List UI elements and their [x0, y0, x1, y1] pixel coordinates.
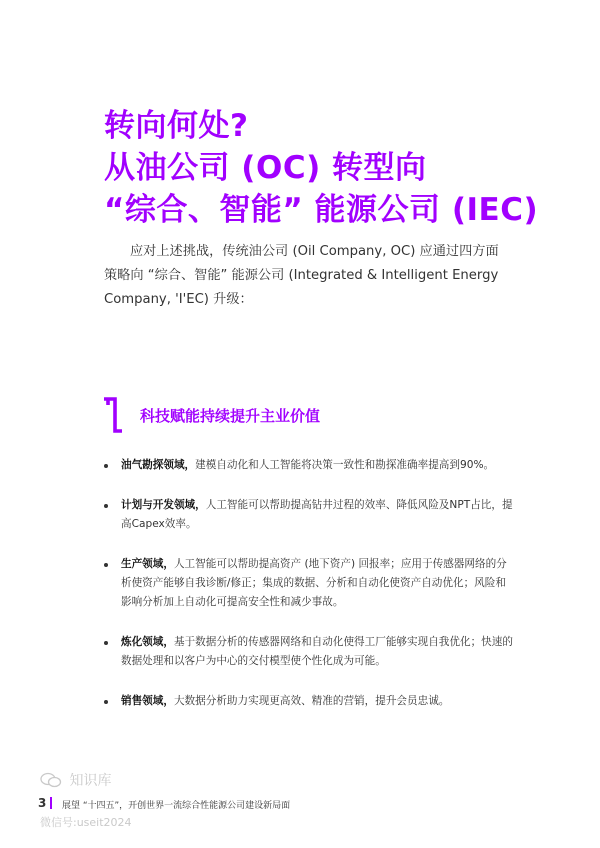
- footer-divider: [50, 797, 52, 809]
- bullet-icon: [104, 563, 108, 567]
- page-title: [104, 105, 538, 231]
- bullet-label: 生产领域，: [121, 558, 174, 570]
- bullet-icon: [104, 641, 108, 645]
- watermark-account: 微信号:useit2024: [40, 816, 132, 829]
- bullet-icon: [104, 700, 108, 704]
- bullet-label: 炼化领域，: [121, 636, 174, 648]
- title-line-1: 转向何处?: [104, 108, 249, 144]
- list-item: [104, 555, 514, 612]
- footer-text: 展望 “十四五”，开创世界一流综合性能源公司建设新局面: [62, 801, 291, 811]
- bullet-label: 销售领域，: [121, 695, 174, 707]
- bullet-text: 人工智能可以帮助提高资产 (地下资产) 回报率；应用于传感器网络的分析使资产能够自我诊断/修正；集成的数据、分析和自动化使资产自动优化；风险和影响分析加上自动化可提高安全性和减少事故。: [121, 558, 507, 608]
- watermark-brand-text: 知识库: [69, 773, 112, 789]
- list-item: [104, 496, 514, 534]
- bullet-label: 油气勘探领域，: [121, 459, 196, 471]
- bullet-text: 人工智能可以帮助提高钻井过程的效率、降低风险及NPT占比，提高Capex效率。: [121, 499, 513, 530]
- page-number: 3: [38, 796, 47, 810]
- bullet-list: [104, 456, 514, 711]
- watermark-brand: [40, 770, 111, 790]
- bullet-text: 大数据分析助力实现更高效、精准的营销，提升会员忠诚。: [173, 695, 450, 707]
- bullet-icon: [104, 464, 108, 468]
- title-line-3: “综合、智能” 能源公司 (IEC): [104, 192, 539, 228]
- list-item: [104, 456, 514, 475]
- bullet-text: 建模自动化和人工智能将决策一致性和勘探准确率提高到90%。: [195, 459, 495, 471]
- section-number-icon: [102, 397, 124, 433]
- bullet-label: 计划与开发领域，: [121, 499, 206, 511]
- intro-text: 应对上述挑战，传统油公司 (Oil Company, OC) 应通过四方面策略向 “综合、智能” 能源公司 (Integrated & Intelligent Energy Company, 'I'EC) 升级：: [104, 244, 499, 307]
- title-line-2: 从油公司 (OC) 转型向: [104, 150, 427, 186]
- wechat-icon: [40, 772, 62, 788]
- bullet-icon: [104, 504, 108, 508]
- list-item: [104, 633, 514, 671]
- section-title: 科技赋能持续提升主业价值: [140, 407, 321, 425]
- bullet-text: 基于数据分析的传感器网络和自动化使得工厂能够实现自我优化；快速的数据处理和以客户为中心的交付模型使个性化成为可能。: [121, 636, 513, 667]
- intro-paragraph: [104, 240, 504, 312]
- list-item: [104, 692, 514, 711]
